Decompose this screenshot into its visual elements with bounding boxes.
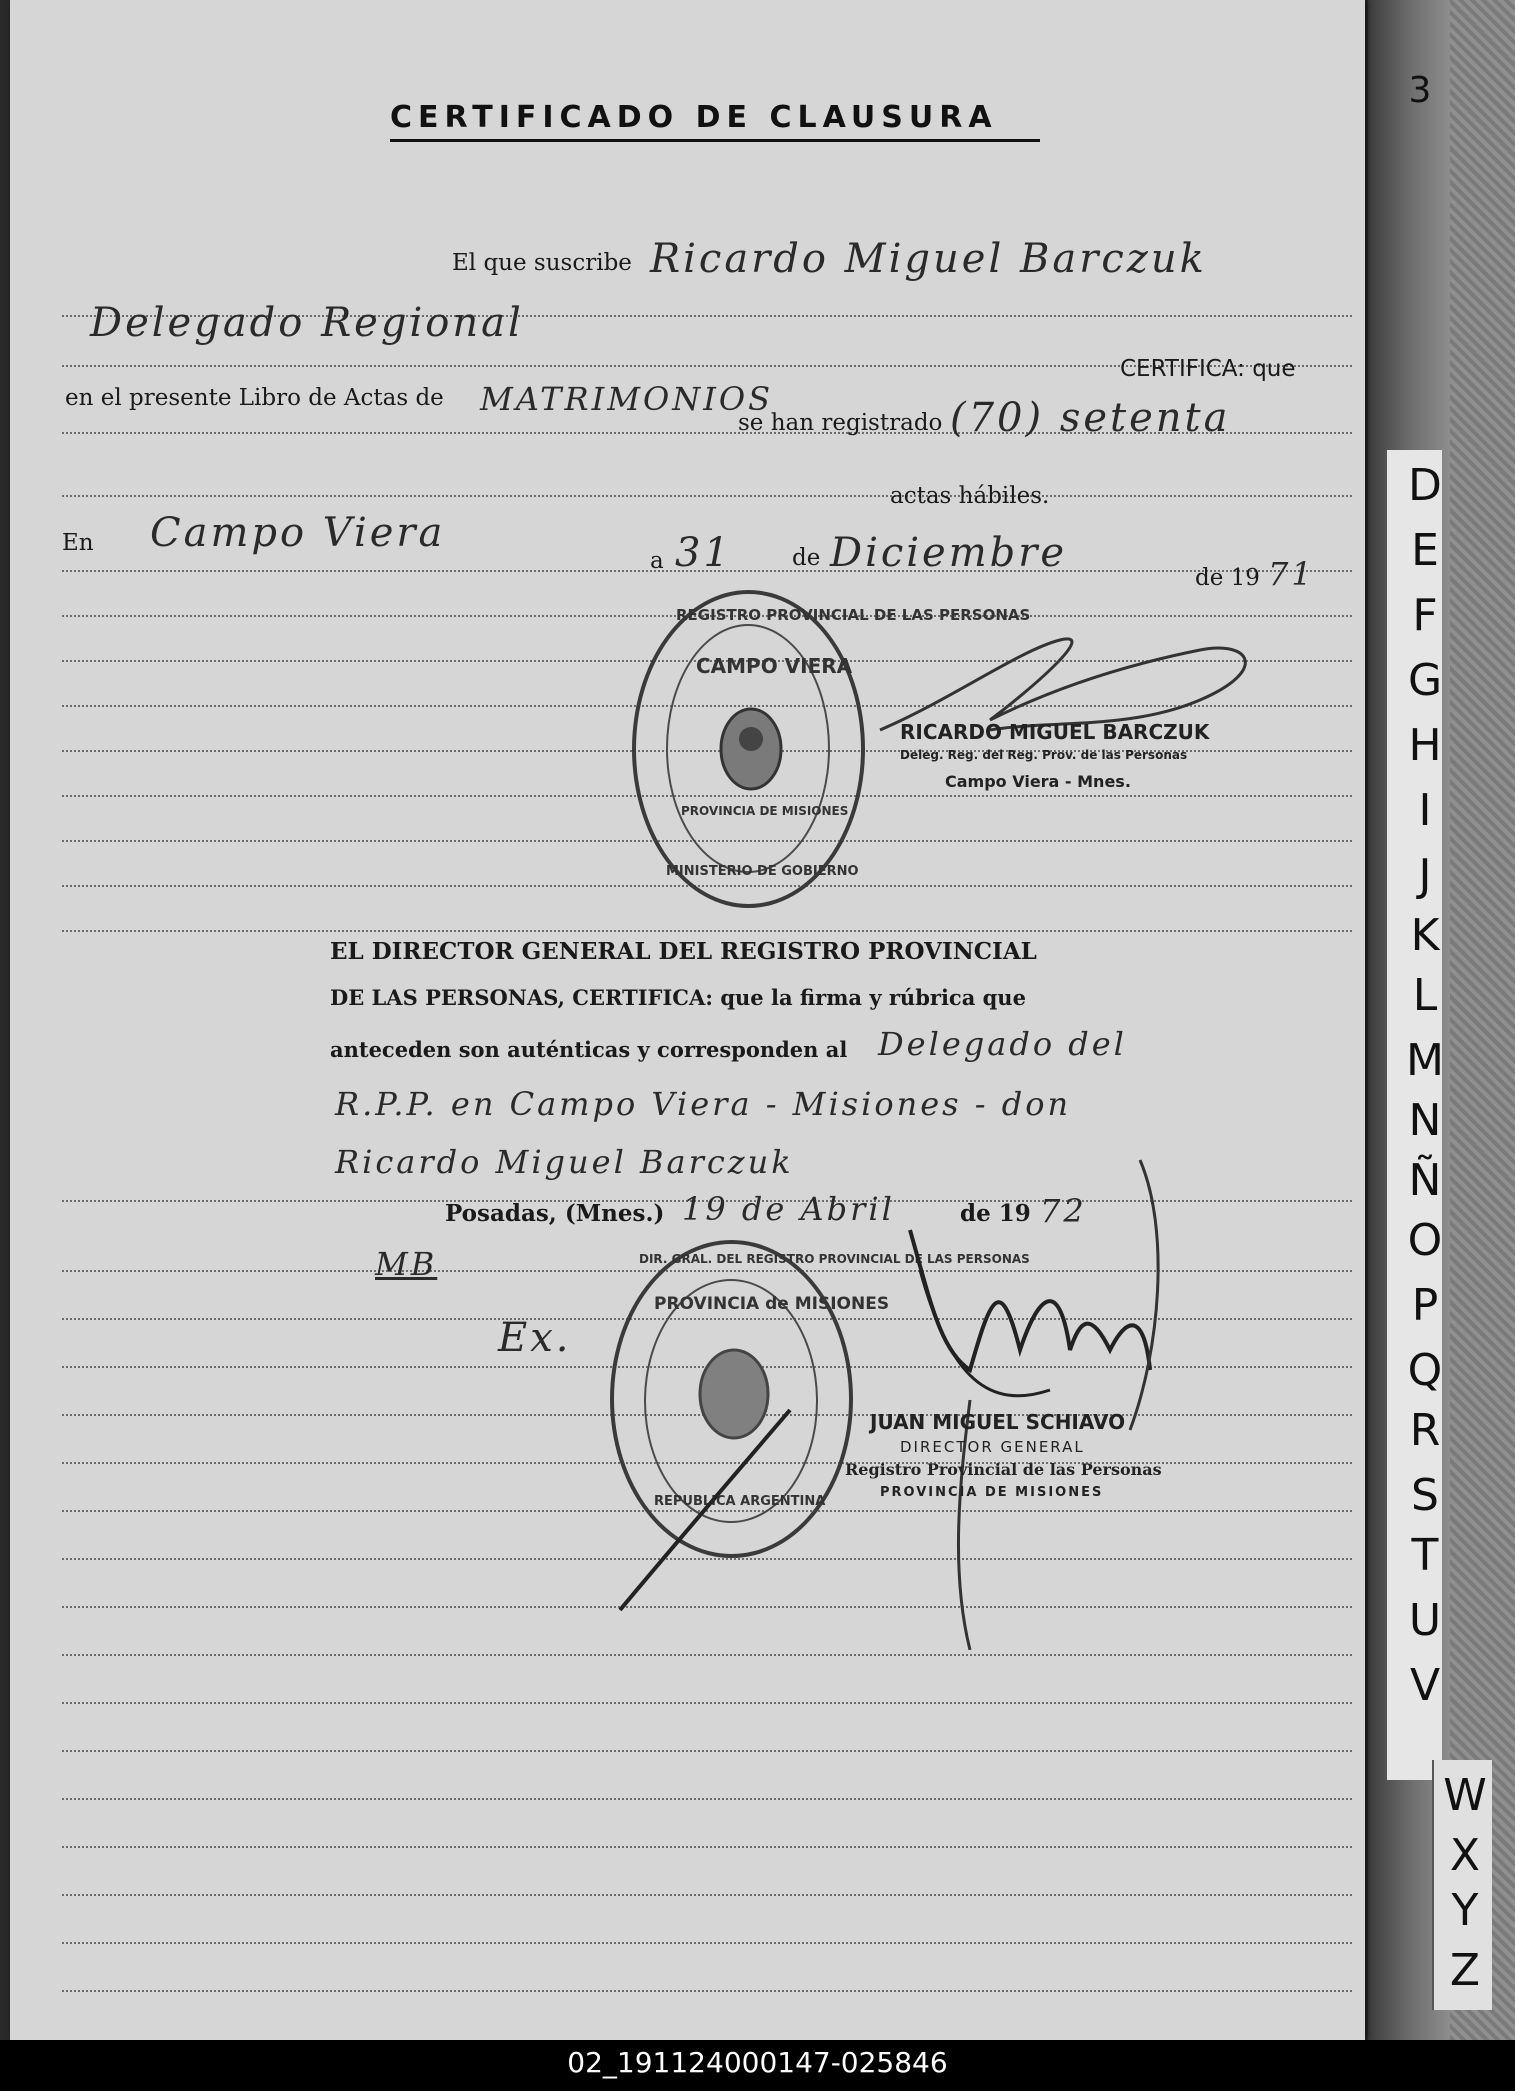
index-tab-letter[interactable]: L: [1412, 970, 1438, 1021]
signatory2-province: PROVINCIA DE MISIONES: [880, 1485, 1104, 1500]
year-label: de 19: [1195, 565, 1260, 591]
stamp-outer-text: REGISTRO PROVINCIAL DE LAS PERSONAS: [676, 606, 1031, 624]
index-tab-letter[interactable]: Z: [1449, 1945, 1481, 1996]
index-tab-letter[interactable]: U: [1408, 1595, 1442, 1646]
ruled-line: [62, 1750, 1352, 1752]
book-type-handwritten: MATRIMONIOS: [480, 380, 773, 418]
director-line-4-handwritten: R.P.P. en Campo Viera - Misiones - don: [335, 1085, 1072, 1123]
signatory2-name: JUAN MIGUEL SCHIAVO: [870, 1410, 1126, 1434]
signatory1-role: Deleg. Reg. del Reg. Prov. de las Personas: [900, 748, 1188, 762]
index-tab-letter[interactable]: J: [1418, 850, 1432, 901]
index-tab-letter[interactable]: O: [1407, 1215, 1443, 1266]
page-title: CERTIFICADO DE CLAUSURA: [390, 100, 1040, 142]
libro-actas-label: en el presente Libro de Actas de: [65, 385, 444, 411]
index-tab-letter[interactable]: N: [1408, 1095, 1442, 1146]
signatory2-org: Registro Provincial de las Personas: [845, 1460, 1162, 1479]
certificate-page: [10, 0, 1365, 2040]
posadas-label: Posadas, (Mnes.): [445, 1200, 665, 1227]
index-tab-letter[interactable]: P: [1411, 1280, 1439, 1331]
actas-habiles-label: actas hábiles.: [890, 483, 1050, 509]
director-year-handwritten: 72: [1040, 1192, 1087, 1230]
coat-of-arms-icon: [716, 704, 786, 794]
ruled-line: [62, 1894, 1352, 1896]
index-tab-letter[interactable]: Ñ: [1408, 1155, 1442, 1206]
stamp-bottom-text: REPUBLICA ARGENTINA: [654, 1494, 826, 1509]
director-year-label: de 19: [960, 1200, 1031, 1227]
ruled-line: [62, 1942, 1352, 1944]
ruled-line: [62, 1990, 1352, 1992]
index-tab-letter[interactable]: D: [1408, 460, 1442, 511]
initials-handwritten: MB: [375, 1245, 438, 1283]
ruled-line: [62, 1798, 1352, 1800]
ruled-line: [62, 1654, 1352, 1656]
place-label: En: [62, 530, 94, 556]
index-tab-letter[interactable]: I: [1418, 785, 1432, 836]
index-tab-letter[interactable]: M: [1406, 1035, 1444, 1086]
suscribe-label: El que suscribe: [452, 250, 632, 276]
book-cover-edge: [1450, 0, 1515, 2040]
year-handwritten: 71: [1268, 555, 1315, 593]
director-line-1: EL DIRECTOR GENERAL DEL REGISTRO PROVINCIAL: [330, 938, 1037, 965]
registry-stamp-campo-viera: [632, 590, 1031, 908]
count-handwritten: (70) setenta: [950, 395, 1231, 441]
index-tab-letter[interactable]: H: [1408, 720, 1442, 771]
index-tab-letter[interactable]: S: [1411, 1470, 1439, 1521]
index-tab-letter[interactable]: X: [1449, 1830, 1481, 1881]
signatory2-role: DIRECTOR GENERAL: [900, 1438, 1085, 1456]
month-handwritten: Diciembre: [830, 530, 1068, 576]
director-line-2: DE LAS PERSONAS, CERTIFICA: que la firma y rúbrica que: [330, 985, 1026, 1010]
index-tab-letter[interactable]: Y: [1451, 1885, 1479, 1936]
page-number-fragment: 3: [1408, 70, 1432, 111]
image-caption: 02_191124000147-025846: [567, 2046, 948, 2079]
signatory1-place: Campo Viera - Mnes.: [945, 772, 1131, 791]
index-tab-letter[interactable]: V: [1409, 1660, 1441, 1711]
index-tab-letter[interactable]: R: [1409, 1405, 1441, 1456]
day-handwritten: 31: [675, 530, 732, 576]
subscriber-role-handwritten: Delegado Regional: [90, 300, 524, 346]
index-tab-letter[interactable]: E: [1411, 525, 1439, 576]
subscriber-name-handwritten: Ricardo Miguel Barczuk: [650, 236, 1207, 282]
signature-schiavo: [610, 1150, 1170, 1650]
stamp-bottom-text: MINISTERIO DE GOBIERNO: [666, 864, 859, 879]
director-line-3-handwritten: Delegado del: [878, 1025, 1127, 1063]
index-tab-letter[interactable]: T: [1411, 1530, 1439, 1581]
ruled-line: [62, 1846, 1352, 1848]
month-label: de: [792, 545, 821, 571]
index-tab-letter[interactable]: G: [1407, 655, 1443, 706]
place-handwritten: Campo Viera: [150, 510, 446, 556]
stamp-center-text: CAMPO VIERA: [696, 654, 853, 678]
director-line-5-handwritten: Ricardo Miguel Barczuk: [335, 1143, 794, 1181]
director-date-handwritten: 19 de Abril: [682, 1190, 895, 1228]
stamp-outer-text: DIR. GRAL. DEL REGISTRO PROVINCIAL DE LAS PERSONAS: [639, 1252, 1030, 1266]
mark-handwritten: Ex.: [498, 1315, 572, 1361]
registrado-label: se han registrado: [738, 410, 943, 436]
day-label: a: [650, 548, 664, 574]
stamp-side-text: PROVINCIA DE MISIONES: [681, 804, 849, 818]
ruled-line: [62, 1702, 1352, 1704]
index-tab-letter[interactable]: W: [1443, 1770, 1487, 1821]
index-tab-letter[interactable]: F: [1412, 590, 1438, 641]
certifica-label: CERTIFICA: que: [1120, 356, 1296, 382]
index-tab-letter[interactable]: K: [1410, 910, 1440, 961]
index-tab-letter[interactable]: Q: [1407, 1345, 1443, 1396]
director-line-3: anteceden son auténticas y corresponden al: [330, 1037, 848, 1062]
ruled-line: [62, 930, 1352, 932]
stamp-center-text: PROVINCIA de MISIONES: [654, 1294, 890, 1314]
signatory1-name: RICARDO MIGUEL BARCZUK: [900, 720, 1210, 744]
ruled-line: [62, 495, 1352, 497]
